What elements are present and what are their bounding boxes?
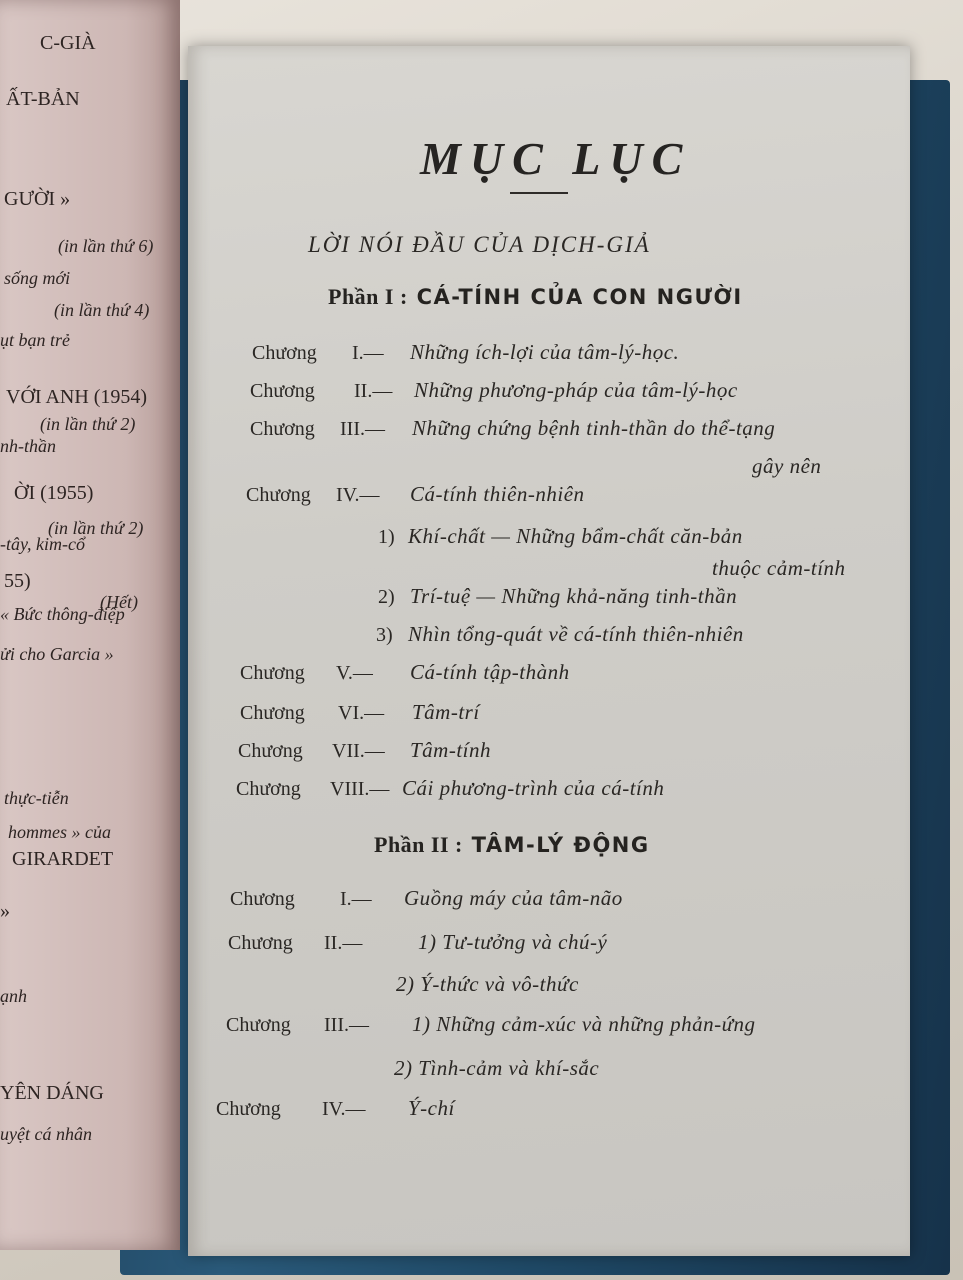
chapter-title: Những chứng bệnh tinh-thần do thể-tạng: [412, 416, 776, 440]
chapter-number: 1): [378, 526, 395, 548]
chapter-title: 2) Ý-thức và vô-thức: [396, 972, 579, 996]
chapter-number: I.—: [352, 342, 384, 364]
chapter-number: VII.—: [332, 740, 385, 762]
left-page-fragment: nh-thần: [0, 436, 56, 456]
chapter-number: III.—: [324, 1014, 369, 1036]
chapter-number: IV.—: [336, 484, 380, 506]
chapter-title: Ý-chí: [408, 1096, 455, 1120]
chapter-number: III.—: [340, 418, 385, 440]
chapter-number: II.—: [324, 932, 363, 954]
chapter-title: Khí-chất — Những bẩm-chất căn-bản: [408, 524, 743, 548]
toc-entry: [240, 660, 570, 685]
toc-entry: [394, 1056, 599, 1081]
chapter-label: Chương: [240, 702, 305, 724]
left-page-fragment: ạnh: [0, 986, 27, 1006]
chapter-label: Chương: [246, 484, 311, 506]
left-page-fragment: -tây, kim-cổ: [0, 534, 85, 554]
chapter-title: Tâm-trí: [412, 700, 480, 724]
left-page-fragment: 55): [4, 570, 31, 592]
chapter-title: Tâm-tính: [410, 738, 492, 762]
left-page-fragment: hommes » của: [8, 822, 111, 842]
chapter-number: VI.—: [338, 702, 385, 724]
chapter-number: I.—: [340, 888, 372, 910]
left-page-fragment: uyệt cá nhân: [0, 1124, 92, 1144]
left-page-fragment: (in lần thứ 4): [54, 300, 150, 320]
toc-entry: [252, 340, 679, 365]
chapter-title: Nhìn tổng-quát về cá-tính thiên-nhiên: [408, 622, 744, 646]
left-page-fragment: »: [0, 900, 10, 922]
chapter-title: Những phương-pháp của tâm-lý-học: [414, 378, 738, 402]
chapter-title: Trí-tuệ — Những khả-năng tinh-thần: [410, 584, 738, 608]
chapter-label: Chương: [240, 662, 305, 684]
left-page-fragment: (in lần thứ 2): [48, 518, 144, 538]
toc-entry: [250, 378, 738, 403]
chapter-label: Chương: [250, 418, 315, 440]
part-2-title: TÂM-LÝ ĐỘNG: [471, 833, 650, 857]
left-page-fragment: GIRARDET: [12, 848, 114, 870]
chapter-title: Những ích-lợi của tâm-lý-học.: [410, 340, 680, 364]
toc-entry: [396, 972, 579, 997]
chapter-label: Chương: [236, 778, 301, 800]
toc-entry: [226, 1012, 756, 1037]
left-page: [0, 0, 180, 1250]
toc-entry: [712, 556, 846, 581]
chapter-title: 1) Tư-tưởng và chú-ý: [418, 930, 608, 954]
toc-entry: [250, 416, 775, 441]
chapter-label: Chương: [216, 1098, 281, 1120]
title-divider: [510, 192, 568, 194]
left-page-fragment: ỜI (1955): [14, 482, 94, 504]
chapter-number: IV.—: [322, 1098, 366, 1120]
part-2-heading: [374, 832, 650, 858]
part-2-label: Phần II :: [374, 832, 463, 857]
chapter-title: Cá-tính thiên-nhiên: [410, 482, 585, 506]
left-page-fragment: ụt bạn trẻ: [0, 330, 70, 350]
chapter-label: Chương: [252, 342, 317, 364]
toc-entry: [376, 622, 744, 647]
left-page-fragment: thực-tiễn: [4, 788, 69, 808]
chapter-title: Cá-tính tập-thành: [410, 660, 570, 684]
chapter-title: 2) Tình-cảm và khí-sắc: [394, 1056, 600, 1080]
chapter-title: thuộc cảm-tính: [712, 556, 846, 580]
chapter-number: 3): [376, 624, 393, 646]
left-page-fragment: GƯỜI »: [4, 188, 71, 210]
left-page-fragment: « Bức thông-điệp: [0, 604, 125, 624]
chapter-title: 1) Những cảm-xúc và những phản-ứng: [412, 1012, 756, 1036]
left-page-fragment: ửi cho Garcia »: [0, 644, 114, 664]
toc-entry: [752, 454, 821, 479]
toc-entry: [230, 886, 623, 911]
chapter-number: II.—: [354, 380, 393, 402]
left-page-fragment: VỚI ANH (1954): [6, 386, 148, 408]
toc-entry: [228, 930, 607, 955]
chapter-label: Chương: [238, 740, 303, 762]
toc-title: MỤC LỤC: [420, 133, 692, 184]
part-1-heading: [328, 284, 743, 310]
toc-entry: [246, 482, 585, 507]
chapter-number: V.—: [336, 662, 373, 684]
left-page-fragment: ẤT-BẢN: [6, 88, 80, 110]
left-page-fragment: (in lần thứ 2): [40, 414, 136, 434]
chapter-label: Chương: [230, 888, 295, 910]
chapter-label: Chương: [226, 1014, 291, 1036]
chapter-label: Chương: [228, 932, 293, 954]
toc-entry: [236, 776, 664, 801]
part-1-title: CÁ-TÍNH CỦA CON NGƯỜI: [416, 285, 743, 309]
chapter-title: Guồng máy của tâm-não: [404, 886, 623, 910]
left-page-fragment: YÊN DÁNG: [0, 1082, 104, 1104]
toc-entry: [378, 584, 737, 609]
chapter-title: Cái phương-trình của cá-tính: [402, 776, 665, 800]
chapter-title: gây nên: [752, 454, 822, 478]
toc-entry: [238, 738, 491, 763]
left-page-fragment: (in lần thứ 6): [58, 236, 154, 256]
left-page-fragment: C-GIÀ: [40, 32, 96, 54]
left-page-fragment: (Hết): [100, 592, 138, 612]
chapter-number: 2): [378, 586, 395, 608]
toc-entry: [240, 700, 480, 725]
chapter-label: Chương: [250, 380, 315, 402]
chapter-number: VIII.—: [330, 778, 390, 800]
left-page-fragment: sống mới: [4, 268, 71, 288]
preface-entry: LỜI NÓI ĐẦU CỦA DỊCH-GIẢ: [308, 232, 651, 257]
part-1-label: Phần I :: [328, 284, 408, 309]
toc-entry: [216, 1096, 455, 1121]
toc-entry: [378, 524, 743, 549]
